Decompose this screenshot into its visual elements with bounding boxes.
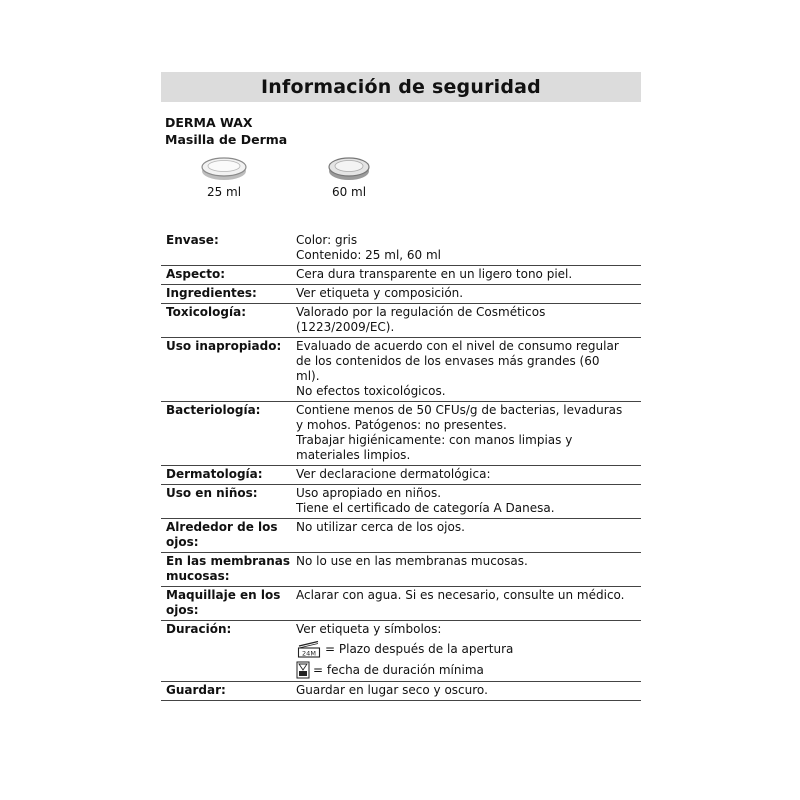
value-line: y mohos. Patógenos: no presentes. [296, 418, 507, 432]
jar-icon [324, 156, 374, 182]
value-line: No efectos toxicológicos. [296, 384, 446, 398]
row-value [296, 622, 641, 679]
jar-icon [199, 156, 249, 182]
symbol-text: = fecha de duración mínima [313, 662, 484, 677]
label-line: mucosas: [166, 569, 230, 583]
value-line: (1223/2009/EC). [296, 320, 395, 334]
row-label: Duración: [166, 622, 232, 636]
row-label: Uso en niños: [166, 486, 258, 500]
row-value [296, 467, 641, 482]
table-row [161, 285, 641, 304]
value-line: Ver declaracione dermatológica: [296, 467, 491, 481]
table-row [161, 621, 641, 682]
row-value [296, 339, 641, 399]
row-label: Aspecto: [166, 267, 226, 281]
jar-large-label: 60 ml [331, 185, 367, 199]
row-label: Toxicología: [166, 305, 247, 319]
table-row [161, 587, 641, 621]
table-row [161, 232, 641, 266]
row-value [296, 588, 641, 618]
value-line: Trabajar higiénicamente: con manos limpias y [296, 433, 573, 447]
value-line: Ver etiqueta y composición. [296, 286, 464, 300]
value-line: de los contenidos de los envases más grandes (60 [296, 354, 600, 368]
table-row [161, 519, 641, 553]
product-subtitle: Masilla de Derma [165, 132, 288, 147]
symbol-line [296, 640, 641, 658]
row-label: Envase: [166, 233, 219, 247]
value-line: Color: gris [296, 233, 358, 247]
row-label [161, 554, 296, 584]
row-value [296, 286, 641, 301]
value-line: No lo use en las membranas mucosas. [296, 554, 528, 568]
table-row [161, 266, 641, 285]
value-line: Contiene menos de 50 CFUs/g de bacterias, levaduras [296, 403, 623, 417]
row-label: Guardar: [166, 683, 226, 697]
product-name: DERMA WAX [165, 115, 253, 130]
jar-large [314, 156, 384, 199]
row-label: Ingredientes: [166, 286, 257, 300]
table-row [161, 402, 641, 466]
label-line: Alrededor de los [166, 520, 278, 534]
row-value [296, 403, 641, 463]
jar-small-label: 25 ml [206, 185, 242, 199]
symbol-line [296, 661, 641, 679]
value-line: Tiene el certificado de categoría A Danesa. [296, 501, 555, 515]
table-row [161, 304, 641, 338]
row-value [296, 233, 641, 263]
safety-sheet [161, 72, 641, 701]
row-label: Bacteriología: [166, 403, 261, 417]
pao-jar-icon [296, 640, 322, 658]
row-label: Uso inapropiado: [166, 339, 282, 353]
value-line: Cera dura transparente en un ligero tono piel. [296, 267, 573, 281]
row-value [296, 683, 641, 698]
row-label [161, 588, 296, 618]
row-value [296, 267, 641, 282]
value-line: No utilizar cerca de los ojos. [296, 520, 465, 534]
row-label: Dermatología: [166, 467, 263, 481]
table-row [161, 682, 641, 701]
label-line: ojos: [166, 603, 199, 617]
jar-small [189, 156, 259, 199]
value-line: Valorado por la regulación de Cosméticos [296, 305, 546, 319]
row-value [296, 520, 641, 550]
pao-badge: 24M [302, 649, 316, 658]
value-line: materiales limpios. [296, 448, 411, 462]
label-line: ojos: [166, 535, 199, 549]
product-header [161, 114, 641, 148]
table-row [161, 553, 641, 587]
label-line: Maquillaje en los [166, 588, 281, 602]
label-line: En las membranas [166, 554, 290, 568]
page-title: Información de seguridad [161, 72, 641, 102]
info-table [161, 232, 641, 701]
jar-sizes [161, 156, 641, 214]
value-line: Contenido: 25 ml, 60 ml [296, 248, 442, 262]
row-value [296, 554, 641, 584]
value-line: Ver etiqueta y símbolos: [296, 622, 442, 636]
table-row [161, 338, 641, 402]
value-line: Evaluado de acuerdo con el nivel de consumo regular [296, 339, 619, 353]
value-line: Guardar en lugar seco y oscuro. [296, 683, 488, 697]
row-value [296, 486, 641, 516]
hourglass-icon [296, 661, 310, 679]
symbol-text: = Plazo después de la apertura [325, 641, 514, 656]
table-row [161, 485, 641, 519]
row-value [296, 305, 641, 335]
value-line: Aclarar con agua. Si es necesario, consulte un médico. [296, 588, 625, 602]
table-row [161, 466, 641, 485]
value-line: ml). [296, 369, 320, 383]
value-line: Uso apropiado en niños. [296, 486, 442, 500]
row-label [161, 520, 296, 550]
